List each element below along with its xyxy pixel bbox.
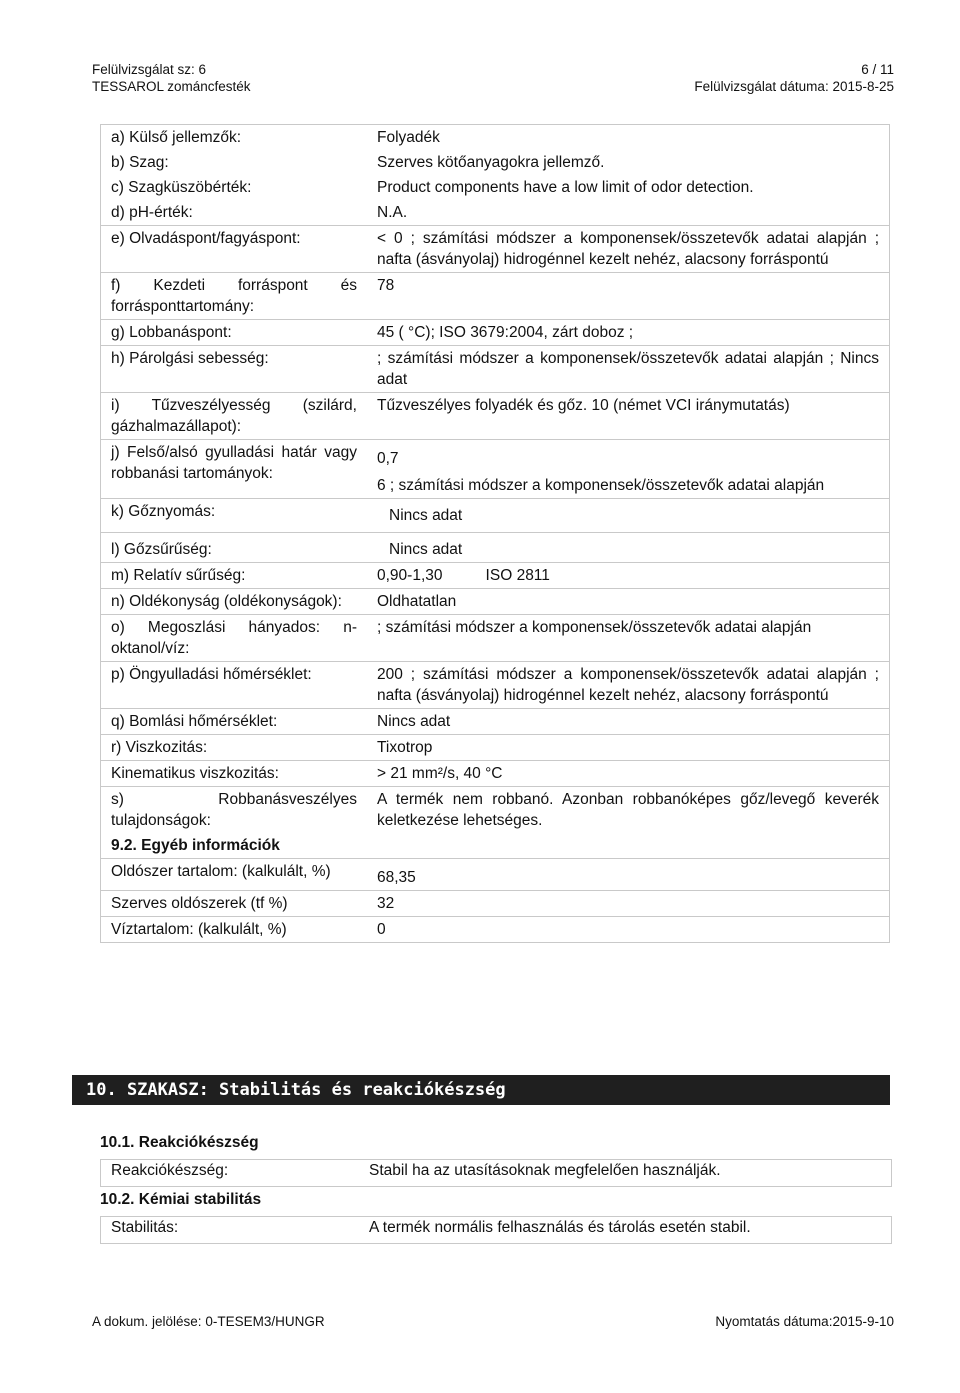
product-name: TESSAROL zománcfesték — [92, 79, 251, 94]
property-label: j) Felső/alsó gyulladási határ vagy robbanási tartományok: — [111, 444, 357, 482]
property-value: Nincs adat — [389, 507, 463, 524]
section-10-title: 10. SZAKASZ: Stabilitás és reakciókészség — [86, 1080, 506, 1100]
property-value — [365, 440, 889, 498]
footer-document-id: A dokum. jelölése: 0-TESEM3/HUNGR — [92, 1314, 325, 1329]
property-value: > 21 mm²/s, 40 °C — [377, 765, 503, 782]
properties-table — [100, 124, 890, 943]
property-row — [100, 346, 890, 393]
flammability-lower-limit: 0,7 — [377, 450, 399, 467]
property-value: 45 ( °C); ISO 3679:2004, zárt doboz ; — [377, 324, 634, 341]
property-row — [100, 787, 890, 833]
property-row — [100, 124, 890, 150]
property-row — [100, 533, 890, 563]
property-row — [100, 563, 890, 589]
other-info-heading-row — [100, 833, 890, 858]
property-row — [100, 150, 890, 175]
property-value: 78 — [377, 277, 395, 294]
property-label: m) Relatív sűrűség: — [111, 567, 246, 584]
other-info-label: Oldószer tartalom: (kalkulált, %) — [111, 863, 331, 880]
property-value: N.A. — [377, 204, 408, 221]
revision-date: Felülvizsgálat dátuma: 2015-8-25 — [694, 79, 894, 94]
property-value: ; számítási módszer a komponensek/összetevők adatai alapján — [377, 619, 812, 636]
other-info-value: 68,35 — [377, 869, 416, 886]
other-info-value: 0 — [377, 921, 386, 938]
property-label: q) Bomlási hőmérséklet: — [111, 713, 278, 730]
property-value: Oldhatatlan — [377, 593, 457, 610]
property-row — [100, 589, 890, 615]
property-label: c) Szagküszöbérték: — [111, 179, 252, 196]
property-row — [100, 709, 890, 735]
property-label: Kinematikus viszkozitás: — [111, 765, 279, 782]
property-label: h) Párolgási sebesség: — [111, 350, 269, 367]
property-value: Product components have a low limit of odor detection. — [377, 179, 754, 196]
property-row — [100, 662, 890, 709]
other-info-empty — [365, 833, 889, 837]
property-row — [100, 440, 890, 499]
property-value: Szerves kötőanyagokra jellemző. — [377, 154, 605, 171]
property-row — [100, 226, 890, 273]
header-right — [694, 61, 894, 95]
reactivity-label: Reakciókészség: — [111, 1162, 229, 1179]
property-row — [100, 499, 890, 533]
section-10-title-bar — [72, 1075, 890, 1105]
other-info-row — [100, 890, 890, 917]
property-label: p) Öngyulladási hőmérséklet: — [111, 666, 312, 683]
footer-print-date: Nyomtatás dátuma:2015-9-10 — [715, 1314, 894, 1329]
reactivity-value: Stabil ha az utasításoknak megfelelően használják. — [369, 1162, 721, 1179]
property-value: ; számítási módszer a komponensek/összetevők adatai alapján ; Nincs adat — [377, 350, 879, 388]
property-row — [100, 761, 890, 787]
property-value: Tűzveszélyes folyadék és gőz. 10 (német VCI iránymutatás) — [377, 397, 790, 414]
property-value: 0,90-1,30 ISO 2811 — [377, 567, 550, 584]
other-info-heading: 9.2. Egyéb információk — [111, 837, 280, 854]
stability-label: Stabilitás: — [111, 1219, 179, 1236]
property-label: r) Viszkozitás: — [111, 739, 208, 756]
other-info-label: Víztartalom: (kalkulált, %) — [111, 921, 287, 938]
property-row — [100, 175, 890, 200]
reactivity-row — [100, 1159, 892, 1187]
other-info-value: 32 — [377, 895, 395, 912]
property-value: Tixotrop — [377, 739, 433, 756]
property-label: s) Robbanásveszélyes tulajdonságok: — [111, 791, 357, 829]
property-row — [100, 615, 890, 662]
property-row — [100, 320, 890, 346]
subsection-10-2-heading: 10.2. Kémiai stabilitás — [100, 1191, 262, 1208]
property-label: d) pH-érték: — [111, 204, 193, 221]
property-value: Nincs adat — [389, 541, 463, 558]
stability-row — [100, 1216, 892, 1244]
revision-number: Felülvizsgálat sz: 6 — [92, 62, 207, 77]
property-label: l) Gőzsűrűség: — [111, 541, 212, 558]
other-info-row — [100, 917, 890, 943]
property-value: Folyadék — [377, 129, 440, 146]
flammability-upper-limit: 6 ; számítási módszer a komponensek/összetevők adatai alapján — [377, 477, 825, 494]
property-label: a) Külső jellemzők: — [111, 129, 242, 146]
property-row — [100, 273, 890, 320]
header-left — [92, 61, 251, 95]
subsection-10-1-heading: 10.1. Reakciókészség — [100, 1134, 259, 1151]
property-label: f) Kezdeti forráspont és forrásponttartomány: — [111, 277, 357, 315]
property-label: b) Szag: — [111, 154, 169, 171]
stability-value: A termék normális felhasználás és tárolás esetén stabil. — [369, 1219, 751, 1236]
property-value: A termék nem robbanó. Azonban robbanóképes gőz/levegő keverék keletkezése lehetséges. — [377, 791, 879, 829]
property-label: e) Olvadáspont/fagyáspont: — [111, 230, 301, 247]
property-row — [100, 200, 890, 226]
property-label: o) Megoszlási hányados: n-oktanol/víz: — [111, 619, 357, 657]
property-value: < 0 ; számítási módszer a komponensek/összetevők adatai alapján ; nafta (ásványolaj) hidrogénnel kezelt nehéz, alacsony forráspontú — [377, 230, 879, 268]
property-value: Nincs adat — [377, 713, 451, 730]
property-label: n) Oldékonyság (oldékonyságok): — [111, 593, 342, 610]
property-row — [100, 393, 890, 440]
page-number: 6 / 11 — [861, 62, 894, 77]
property-label: g) Lobbanáspont: — [111, 324, 232, 341]
other-info-label: Szerves oldószerek (tf %) — [111, 895, 288, 912]
property-value: 200 ; számítási módszer a komponensek/összetevők adatai alapján ; nafta (ásványolaj) hidrogénnel kezelt nehéz, alacsony forráspontú — [377, 666, 879, 704]
property-label: k) Gőznyomás: — [111, 503, 216, 520]
property-label: i) Tűzveszélyesség (szilárd, gázhalmazállapot): — [111, 397, 357, 435]
property-row — [100, 735, 890, 761]
other-info-row — [100, 858, 890, 890]
